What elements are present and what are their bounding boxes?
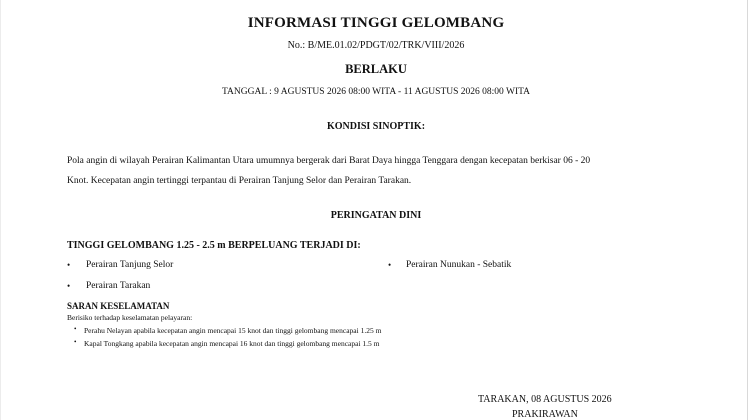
safety-advice-intro: Berisiko terhadap keselamatan pelayaran: (67, 313, 193, 322)
wave-height-heading: TINGGI GELOMBANG 1.25 - 2.5 m BERPELUANG TERJADI DI: (67, 240, 361, 251)
location-item: Perairan Tarakan (86, 281, 151, 291)
document-title: INFORMASI TINGGI GELOMBANG (247, 15, 505, 31)
safety-advice-heading: SARAN KESELAMATAN (67, 301, 170, 311)
early-warning-heading: PERINGATAN DINI (330, 210, 422, 221)
document-number: No.: B/ME.01.02/PDGT/02/TRK/VIII/2026 (287, 40, 465, 51)
signature-role: PRAKIRAWAN (512, 409, 578, 420)
synoptic-heading: KONDISI SINOPTIK: (326, 121, 426, 132)
validity-heading: BERLAKU (345, 62, 407, 76)
synoptic-line-2: Knot. Kecepatan angin tertinggi terpantau di Perairan Tanjung Selor dan Perairan Tarakan. (67, 176, 412, 186)
bullet-icon: • (74, 325, 77, 333)
bullet-icon: • (388, 260, 392, 270)
signature-place-date: TARAKAN, 08 AGUSTUS 2026 (478, 394, 612, 405)
location-item: Perairan Tanjung Selor (86, 260, 174, 270)
safety-advice-item: Kapal Tongkang apabila kecepatan angin mencapai 16 knot dan tinggi gelombang mencapai 1.5 m (84, 339, 380, 348)
synoptic-paragraph (67, 151, 707, 191)
bullet-icon: • (67, 281, 71, 291)
safety-advice-item: Perahu Nelayan apabila kecepatan angin mencapai 15 knot dan tinggi gelombang mencapai 1.25 m (84, 326, 382, 335)
synoptic-line-1: Pola angin di wilayah Perairan Kalimantan Utara umumnya bergerak dari Barat Daya hingga Tenggara dengan kecepatan berkisar 06 - 20 (67, 156, 591, 166)
bullet-icon: • (74, 338, 77, 346)
location-item: Perairan Nunukan - Sebatik (406, 260, 512, 270)
bullet-icon: • (67, 260, 71, 270)
validity-date-range: TANGGAL : 9 AGUSTUS 2026 08:00 WITA - 11 AGUSTUS 2026 08:00 WITA (221, 87, 531, 97)
